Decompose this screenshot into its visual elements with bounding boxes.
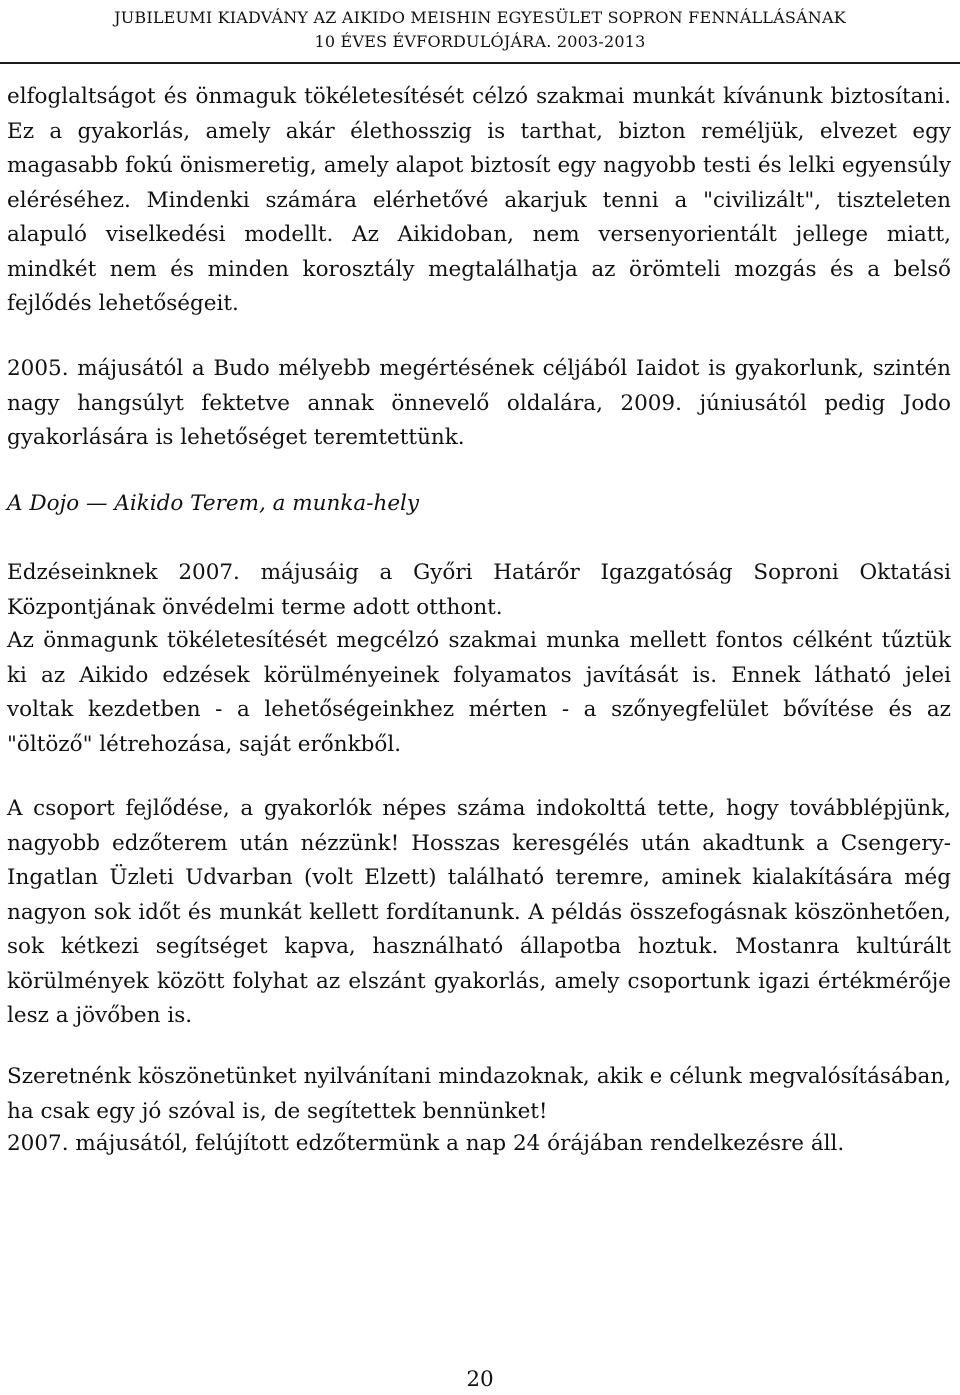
page-header — [0, 6, 960, 54]
paragraph-first-dojo: Edzéseinknek 2007. májusáig a Győri Határőr Igazgatóság Soproni Oktatási Központjának önvédelmi terme adott otthont. — [7, 560, 951, 620]
paragraph-intro: elfoglaltságot és önmaguk tökéletesítését célzó szakmai munkát kívánunk biztosítani. Ez a gyakorlás, amely akár élethosszig is tarthat, bizton reméljük, elvezet egy magasabb fokú önismeretig, amely alapot biztosít egy nagyobb testi és lelki egyensúly eléréséhez. Mindenki számára elérhetővé akarjuk tenni a "civilizált", tiszteleten alapuló viselkedési modellt. Az Aikidoban, nem versenyorientált jellege miatt, mindkét nem és minden korosztály megtalálhatja az örömteli mozgás és a belső fejlődés lehetőségeit. — [7, 84, 951, 316]
header-divider — [0, 62, 960, 64]
paragraph-iaido-jodo: 2005. májusától a Budo mélyebb megértésének céljából Iaidot is gyakorlunk, szintén nagy hangsúlyt fektetve annak önnevelő oldalára, 2009. júniusától pedig Jodo gyakorlására is lehetőséget teremtettünk. — [7, 356, 951, 450]
paragraph-new-dojo: A csoport fejlődése, a gyakorlók népes száma indokolttá tette, hogy továbblépjünk, nagyobb edzőterem után nézzünk! Hosszas keresgélés után akadtunk a Csengery-Ingatlan Üzleti Udvarban (volt Elzett) található teremre, aminek kialakítására még nagyon sok időt és munkát kellett fordítanunk. A példás összefogásnak köszönhetően, sok kétkezi segítséget kapva, használható állapotba hoztuk. Mostanra kultúrált körülmények között folyhat az elszánt gyakorlás, amely csoportunk igazi értékmérője lesz a jövőben is. — [7, 796, 951, 1028]
paragraph-thanks: Szeretnénk köszönetünket nyilvánítani mindazoknak, akik e célunk megvalósításában, ha csak egy jó szóval is, de segítettek bennünket! — [7, 1064, 951, 1124]
page-number: 20 — [466, 1367, 494, 1392]
header-line-2: 10 ÉVES ÉVFORDULÓJÁRA. 2003-2013 — [314, 32, 646, 51]
paragraph-improvements: Az önmagunk tökéletesítését megcélzó szakmai munka mellett fontos célként tűztük ki az Aikido edzések körülményeinek folyamatos javítását is. Ennek látható jelei voltak kezdetben - a lehetőségeinkhez mérten - a szőnyegfelület bővítése és az "öltöző" létrehozása, saját erőnkből. — [7, 628, 951, 757]
header-line-1: JUBILEUMI KIADVÁNY AZ AIKIDO MEISHIN EGYESÜLET SOPRON FENNÁLLÁSÁNAK — [114, 8, 846, 27]
paragraph-availability: 2007. májusától, felújított edzőtermünk a nap 24 órájában rendelkezésre áll. — [7, 1131, 845, 1156]
section-heading: A Dojo — Aikido Terem, a munka-hely — [7, 491, 420, 516]
